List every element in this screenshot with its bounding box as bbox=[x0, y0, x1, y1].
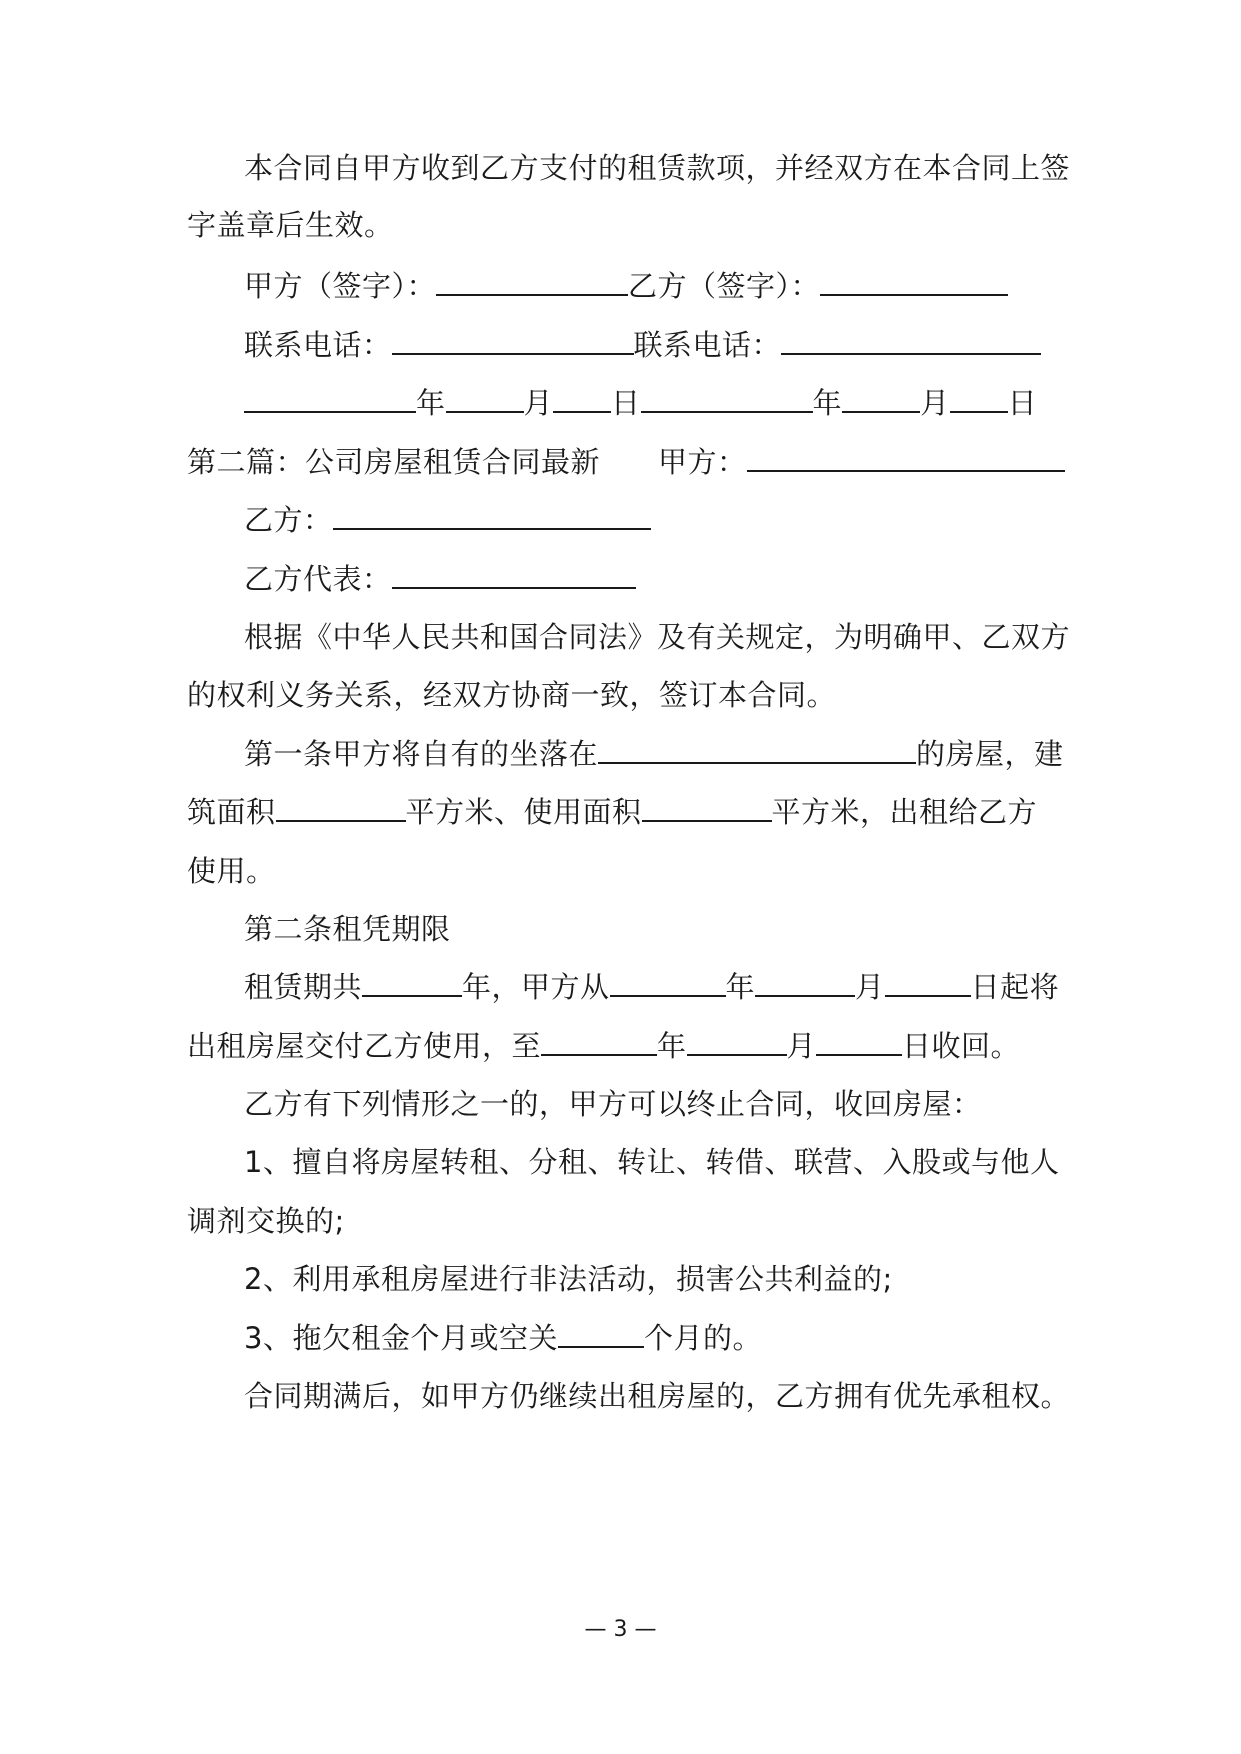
page-number: — 3 — bbox=[584, 1617, 657, 1642]
party-b-blank bbox=[333, 502, 651, 530]
clause-1-line: 筑面积 平方米、使用面积 平方米，出租给乙方 bbox=[187, 795, 1038, 829]
end-day-blank bbox=[816, 1028, 902, 1056]
building-area-blank bbox=[276, 794, 406, 822]
end-year-blank bbox=[541, 1028, 657, 1056]
list-item: 3、拖欠租金个月或空关 个月的。 bbox=[244, 1321, 762, 1355]
party-b-rep-line: 乙方代表： bbox=[244, 559, 636, 599]
section-heading-line: 第二篇：公司房屋租赁合同最新 甲方： bbox=[187, 442, 1065, 482]
party-a-signature-blank bbox=[436, 268, 628, 296]
start-day-blank bbox=[885, 969, 971, 997]
clause-1-line: 第一条甲方将自有的坐落在 的房屋，建 bbox=[244, 737, 1064, 771]
month-blank bbox=[446, 385, 524, 413]
signature-line-party-a-b: 甲方（签字）： 乙方（签字）： bbox=[244, 266, 1008, 306]
day-blank bbox=[553, 385, 611, 413]
list-item: 2、利用承租房屋进行非法活动，损害公共利益的; bbox=[244, 1262, 893, 1296]
day-blank bbox=[950, 385, 1008, 413]
term-line: 租赁期共 年，甲方从 年 月 日起将 bbox=[244, 970, 1060, 1004]
party-a-phone-blank bbox=[392, 327, 634, 355]
start-month-blank bbox=[755, 969, 855, 997]
section-heading: 第二篇：公司房屋租赁合同最新 bbox=[187, 445, 601, 479]
party-b-rep-blank bbox=[392, 561, 636, 589]
year-blank bbox=[244, 385, 416, 413]
start-year-blank bbox=[610, 969, 726, 997]
party-a-blank bbox=[747, 444, 1065, 472]
paragraph-line: 的权利义务关系，经双方协商一致，签订本合同。 bbox=[187, 678, 837, 712]
phone-line: 联系电话： 联系电话： bbox=[244, 325, 1041, 365]
list-item: 1、擅自将房屋转租、分租、转让、转借、联营、入股或与他人 bbox=[244, 1145, 1060, 1179]
party-b-phone-blank bbox=[781, 327, 1041, 355]
vacancy-months-blank bbox=[558, 1320, 644, 1348]
paragraph-line: 字盖章后生效。 bbox=[187, 208, 394, 242]
paragraph-line: 乙方有下列情形之一的，甲方可以终止合同，收回房屋： bbox=[244, 1087, 982, 1121]
paragraph-line: 本合同自甲方收到乙方支付的租赁款项，并经双方在本合同上签 bbox=[244, 151, 1071, 185]
term-years-blank bbox=[362, 969, 462, 997]
end-month-blank bbox=[687, 1028, 787, 1056]
clause-heading: 第二条租凭期限 bbox=[244, 912, 451, 946]
paragraph-line: 合同期满后，如甲方仍继续出租房屋的，乙方拥有优先承租权。 bbox=[244, 1379, 1071, 1413]
paragraph-line: 根据《中华人民共和国合同法》及有关规定，为明确甲、乙双方 bbox=[244, 620, 1071, 654]
party-b-line: 乙方： bbox=[244, 500, 651, 540]
term-line: 出租房屋交付乙方使用，至 年 月 日收回。 bbox=[187, 1029, 1021, 1063]
party-b-signature-blank bbox=[820, 268, 1008, 296]
month-blank bbox=[842, 385, 920, 413]
address-blank bbox=[598, 736, 916, 764]
date-line: 年 月 日 年 月 日 bbox=[244, 383, 1037, 423]
year-blank bbox=[641, 385, 813, 413]
list-item-continuation: 调剂交换的; bbox=[187, 1204, 345, 1238]
paragraph-line: 使用。 bbox=[187, 854, 276, 888]
usable-area-blank bbox=[642, 794, 772, 822]
